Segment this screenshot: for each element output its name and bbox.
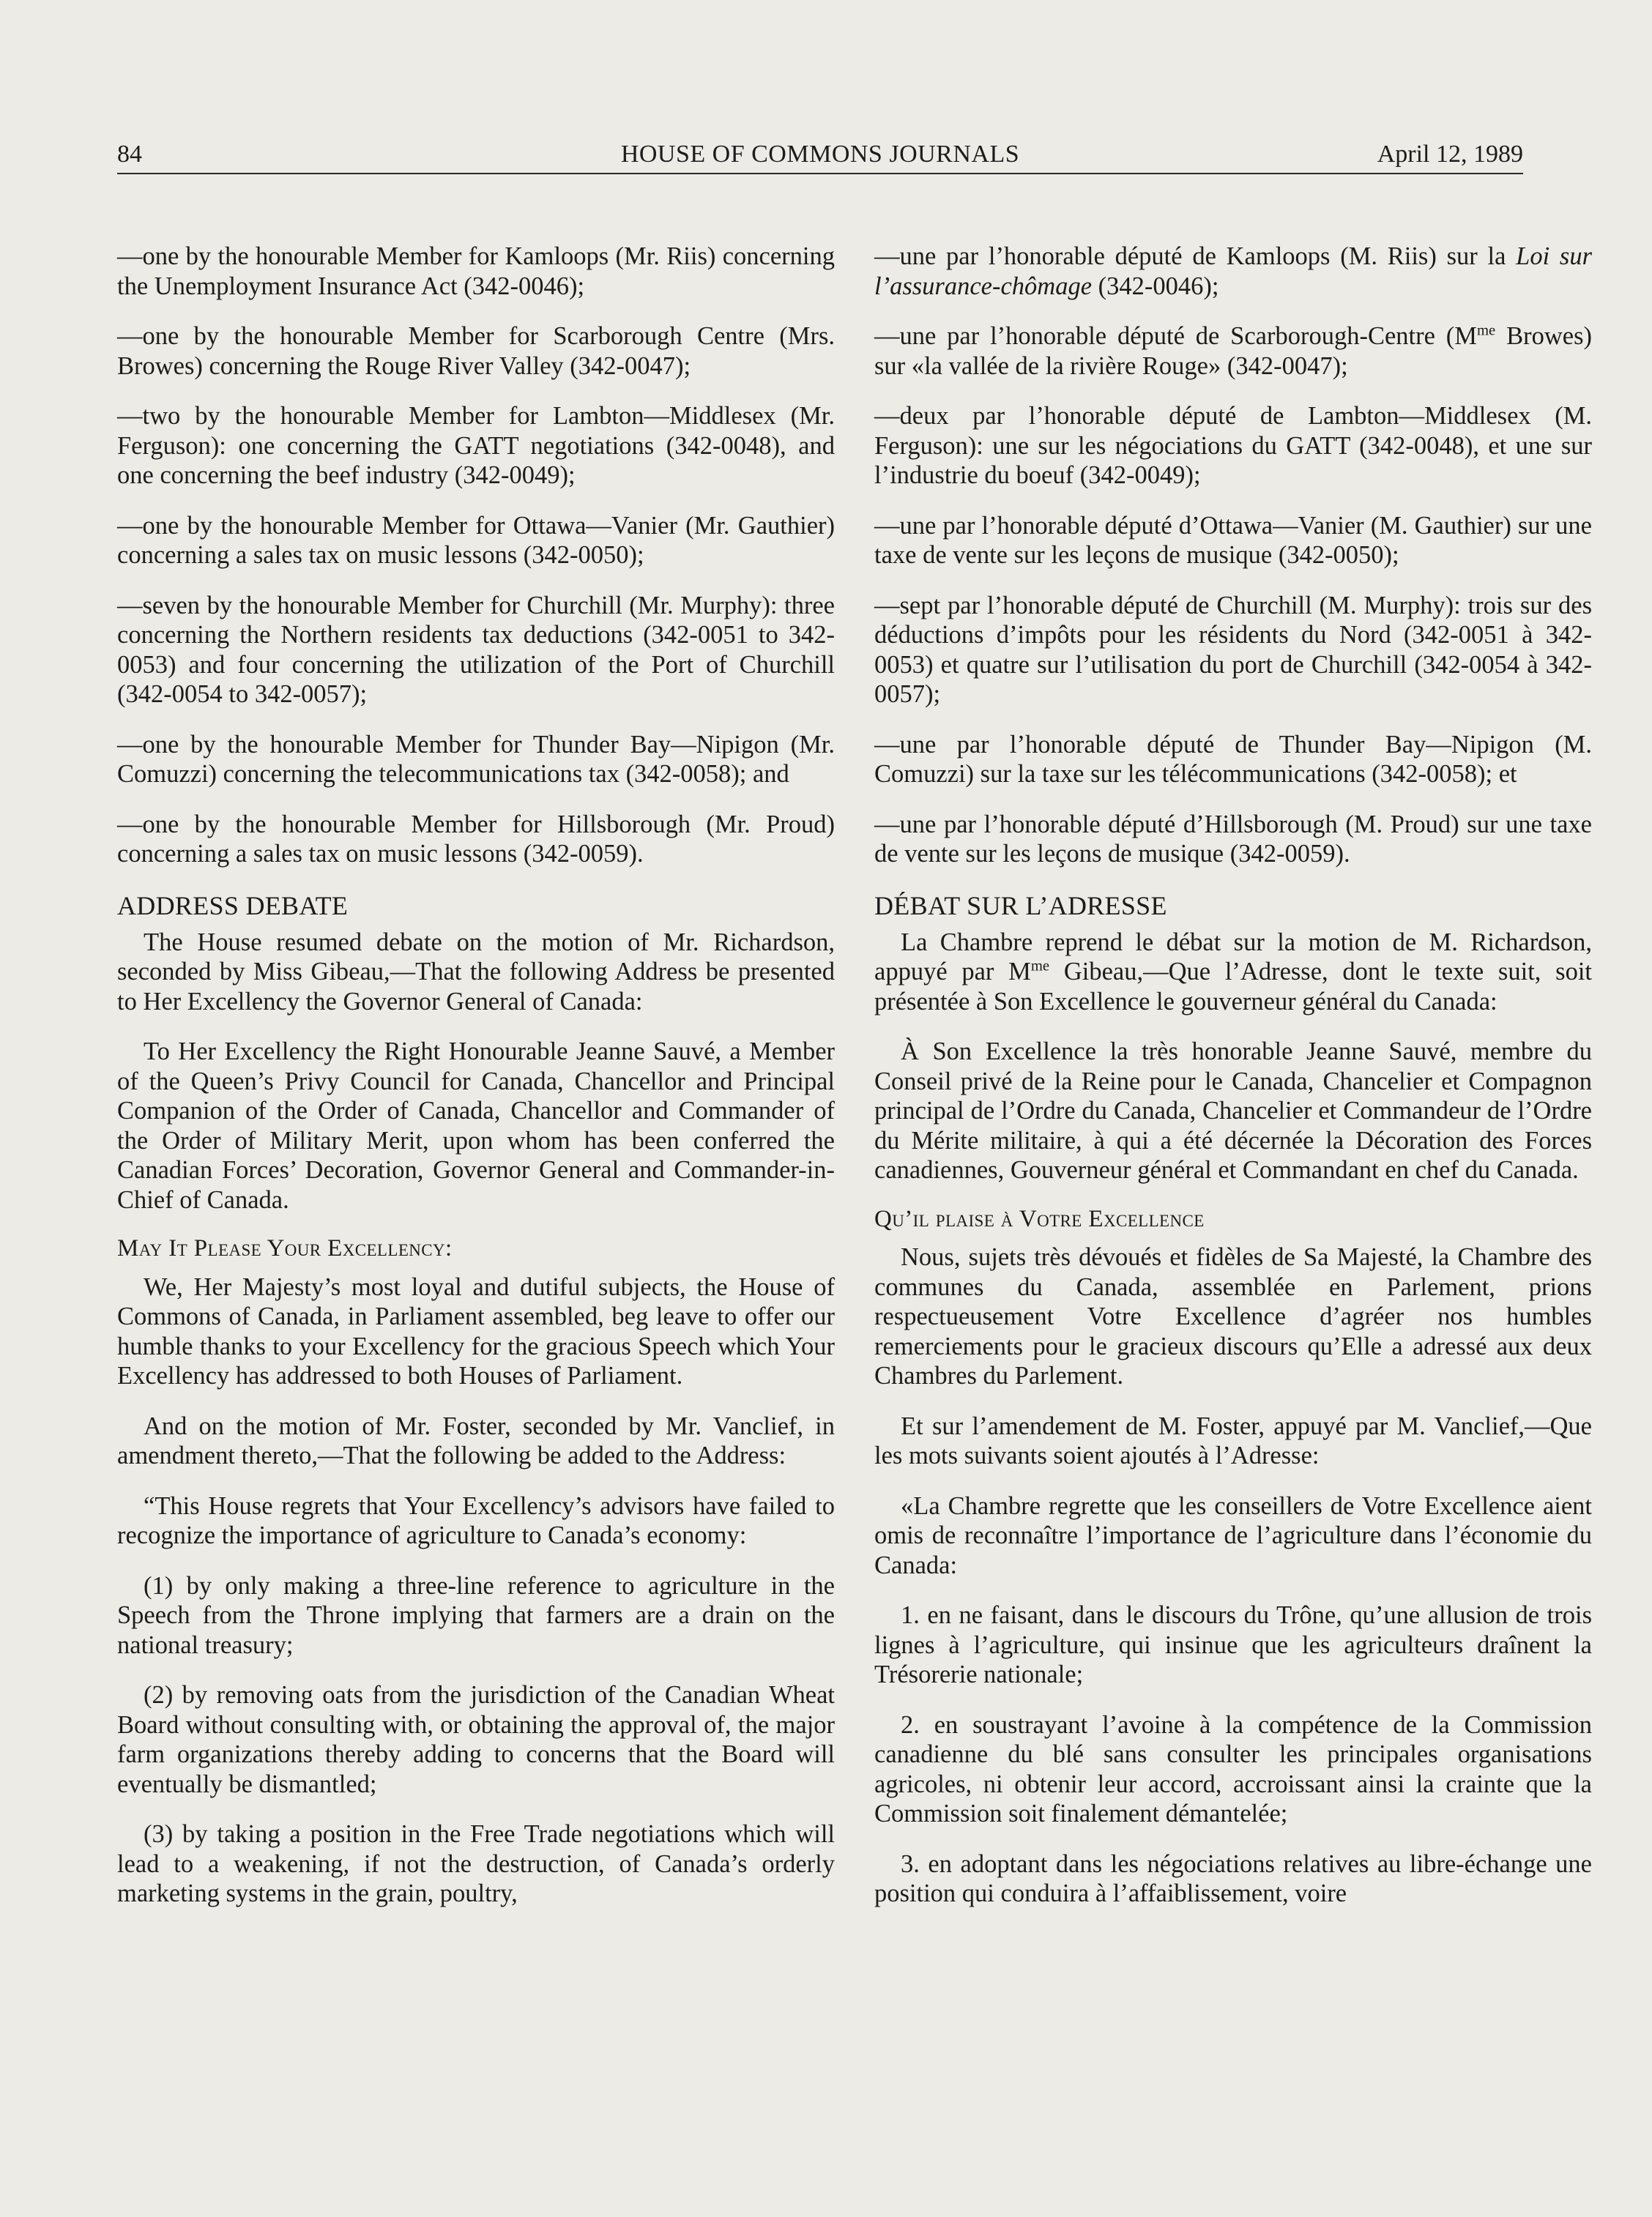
petition-scarborough: —one by the honourable Member for Scarborough Centre (Mrs. Browes) concerning the Rouge River Valley (342-0047);	[117, 322, 835, 380]
amendment-item-1: (1) by only making a three-line reference to agriculture in the Speech from the Throne implying that farmers are a drain on the national treasury;	[117, 1571, 835, 1659]
debate-text: La Chambre reprend le débat sur la motion de M. Richardson, appuyé par M	[874, 928, 1592, 985]
amendment-item-1-fr: 1. en ne faisant, dans le discours du Trône, qu’une allusion de trois lignes à l’agriculture, qui insinue que les agriculteurs draînent la Trésorerie nationale;	[874, 1601, 1592, 1688]
petition-text: —une par l’honorable député de Kamloops (M. Riis) sur la	[874, 242, 1517, 270]
french-column	[874, 242, 1592, 1909]
petition-hillsborough-fr: —une par l’honorable député d’Hillsborough (M. Proud) sur une taxe de vente sur les leçons de musique (342-0059).	[874, 810, 1592, 868]
page-number: 84	[117, 141, 142, 168]
petition-hillsborough: —one by the honourable Member for Hillsborough (Mr. Proud) concerning a sales tax on music lessons (342-0059).	[117, 810, 835, 868]
superscript: me	[1030, 958, 1050, 975]
petition-ottawa-vanier-fr: —une par l’honorable député d’Ottawa—Vanier (M. Gauthier) sur une taxe de vente sur les leçons de musique (342-0050);	[874, 511, 1592, 569]
amendment-motion: And on the motion of Mr. Foster, seconded by Mr. Vanclief, in amendment thereto,—That the following be added to the Address:	[117, 1412, 835, 1469]
debate-resumed: The House resumed debate on the motion of Mr. Richardson, seconded by Miss Gibeau,—That the following Address be presented to Her Excellency the Governor General of Canada:	[117, 928, 835, 1016]
superscript: me	[1476, 322, 1496, 339]
english-column	[117, 242, 835, 1909]
petition-scarborough-fr	[874, 321, 1592, 381]
amendment-item-3: (3) by taking a position in the Free Trade negotiations which will lead to a weakening, if not the destruction, of Canada’s orderly marketing systems in the grain, poultry,	[117, 1820, 835, 1907]
debate-text: Gibeau,—Que l’Adresse, dont le texte suit, soit présentée à Son Excellence le gouverneur général du Canada:	[874, 958, 1592, 1016]
address-to: To Her Excellency the Right Honourable Jeanne Sauvé, a Member of the Queen’s Privy Council for Canada, Chancellor and Principal Companion of the Order of Canada, Chancellor and Commander of the Order of Military Merit, upon whom has been conferred the Canadian Forces’ Decoration, Governor General and Commander-in-Chief of Canada.	[117, 1037, 835, 1214]
may-it-please: May It Please Your Excellency:	[117, 1235, 453, 1262]
act-title: Loi sur l’assurance-chômage	[874, 242, 1593, 300]
petition-ottawa-vanier: —one by the honourable Member for Ottawa—Vanier (Mr. Gauthier) concerning a sales tax on music lessons (342-0050);	[117, 511, 835, 569]
petition-kamloops-fr	[874, 242, 1592, 301]
petition-thunder-bay: —one by the honourable Member for Thunder Bay—Nipigon (Mr. Comuzzi) concerning the telecommunications tax (342-0058); and	[117, 730, 835, 788]
petition-text: —une par l’honorable député de Scarborough-Centre (M	[874, 322, 1477, 350]
section-heading-fr: DÉBAT SUR L’ADRESSE	[874, 890, 1167, 920]
journal-date: April 12, 1989	[1377, 141, 1523, 168]
amendment-motion-fr: Et sur l’amendement de M. Foster, appuyé par M. Vanclief,—Que les mots suivants soient ajoutés à l’Adresse:	[874, 1412, 1592, 1469]
amendment-intro-fr: «La Chambre regrette que les conseillers de Votre Excellence aient omis de reconnaître l’importance de l’agriculture dans l’économie du Canada:	[874, 1491, 1592, 1579]
amendment-item-2-fr: 2. en soustrayant l’avoine à la compétence de la Commission canadienne du blé sans consulter les principales organisations agricoles, ni obtenir leur accord, accroissant ainsi la crainte que la Commission soit finalement démantelée;	[874, 1710, 1592, 1827]
loyal-subjects: We, Her Majesty’s most loyal and dutiful subjects, the House of Commons of Canada, in Parliament assembled, beg leave to offer our humble thanks to your Excellency for the gracious Speech which Your Excellency has addressed to both Houses of Parliament.	[117, 1273, 835, 1390]
address-to-fr: À Son Excellence la très honorable Jeanne Sauvé, membre du Conseil privé de la Reine pour le Canada, Chancelier et Compagnon principal de l’Ordre du Canada, Chancelier et Commandeur de l’Ordre du Mérite militaire, à qui a été décernée la Décoration des Forces canadiennes, Gouverneur général et Commandant en chef du Canada.	[874, 1037, 1592, 1184]
page-header	[117, 136, 1523, 174]
petition-kamloops: —one by the honourable Member for Kamloops (Mr. Riis) concerning the Unemployment Insurance Act (342-0046);	[117, 242, 835, 300]
petition-thunder-bay-fr: —une par l’honorable député de Thunder Bay—Nipigon (M. Comuzzi) sur la taxe sur les télécommunications (342-0058); et	[874, 730, 1592, 788]
amendment-intro: “This House regrets that Your Excellency’s advisors have failed to recognize the importance of agriculture to Canada’s economy:	[117, 1491, 835, 1549]
amendment-item-2: (2) by removing oats from the jurisdiction of the Canadian Wheat Board without consulting with, or obtaining the approval of, the major farm organizations thereby adding to concerns that the Board will eventually be dismantled;	[117, 1681, 835, 1798]
petition-lambton-fr: —deux par l’honorable député de Lambton—Middlesex (M. Ferguson): une sur les négociations du GATT (342-0048), et une sur l’industrie du boeuf (342-0049);	[874, 402, 1592, 489]
section-heading: ADDRESS DEBATE	[117, 890, 349, 920]
petition-text: Browes) sur «la vallée de la rivière Rouge» (342-0047);	[874, 322, 1592, 380]
petition-churchill-fr: —sept par l’honorable député de Churchill (M. Murphy): trois sur des déductions d’impôts pour les résidents du Nord (342-0051 à 342-0053) et quatre sur l’utilisation du port de Churchill (342-0054 à 342-0057);	[874, 591, 1592, 708]
petition-churchill: —seven by the honourable Member for Churchill (Mr. Murphy): three concerning the Northern residents tax deductions (342-0051 to 342-0053) and four concerning the utilization of the Port of Churchill (342-0054 to 342-0057);	[117, 591, 835, 708]
debate-resumed-fr	[874, 928, 1592, 1017]
petition-lambton: —two by the honourable Member for Lambton—Middlesex (Mr. Ferguson): one concerning the GATT negotiations (342-0048), and one concerning the beef industry (342-0049);	[117, 402, 835, 489]
loyal-subjects-fr: Nous, sujets très dévoués et fidèles de Sa Majesté, la Chambre des communes du Canada, assemblée en Parlement, prions respectueusement Votre Excellence d’agréer nos humbles remerciements pour le gracieux discours qu’Elle a adressé aux deux Chambres du Parlement.	[874, 1243, 1592, 1390]
may-it-please-fr: Qu’il plaise à Votre Excellence	[874, 1205, 1205, 1232]
amendment-item-3-fr: 3. en adoptant dans les négociations relatives au libre-échange une position qui conduira à l’affaiblissement, voire	[874, 1849, 1592, 1907]
journal-title: HOUSE OF COMMONS JOURNALS	[620, 141, 1020, 168]
petition-text: (342-0046);	[1092, 272, 1219, 300]
